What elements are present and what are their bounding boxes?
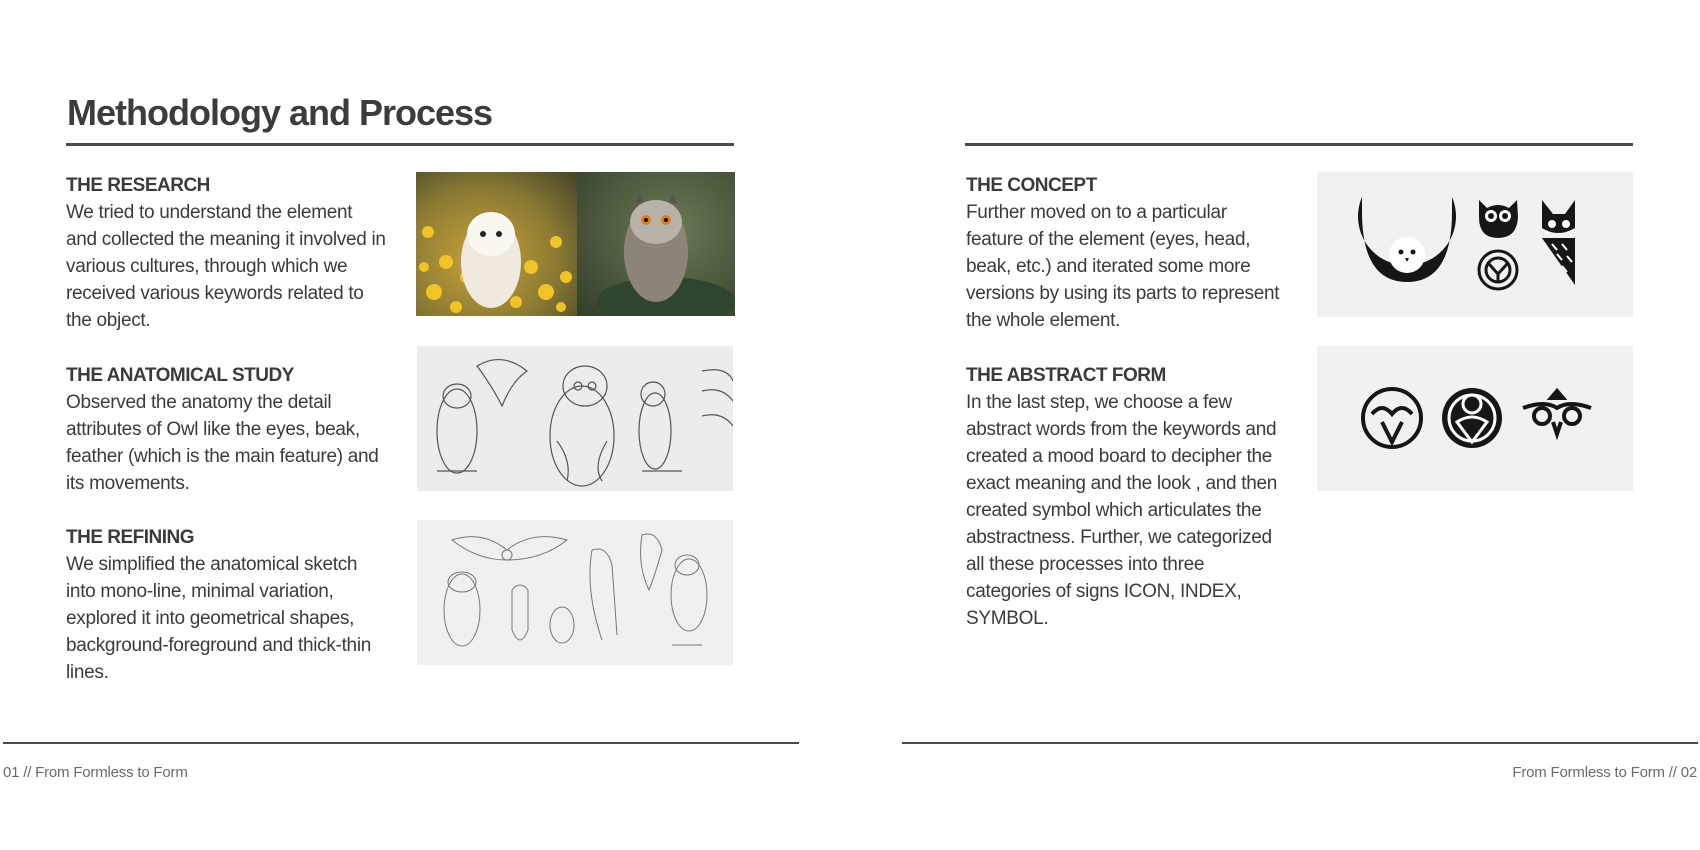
owl-abstract-wings-icon (1523, 391, 1591, 434)
section-body: In the last step, we choose a few abstract words from the keywords and created a mood board to decipher the exact meaning and the look , and then created symbol which articulates the abstractness. Further, we categorized all these processes into three categories of signs ICON, INDEX, SYMBOL. (966, 392, 1278, 629)
owl-round-badge-icon (1479, 251, 1517, 289)
section-body: Further moved on to a particular feature of the element (eyes, head, beak, etc.) and iterated some more versions by using its parts to represent the whole element. (966, 202, 1280, 331)
section-research (66, 172, 386, 334)
section-heading: THE ANATOMICAL STUDY (66, 365, 294, 386)
right-footer-rule (902, 742, 1698, 744)
section-heading: THE ABSTRACT FORM (966, 365, 1166, 386)
section-concept (966, 172, 1286, 334)
title-underline-rule (66, 143, 734, 146)
right-top-rule (965, 143, 1633, 146)
owl-geometric-icon (1542, 200, 1575, 285)
section-abstract-form (966, 362, 1286, 632)
owl-head-icon (1479, 200, 1518, 238)
owl-photos-image (416, 172, 735, 316)
left-footer-rule (3, 742, 799, 744)
section-body: We simplified the anatomical sketch into mono-line, minimal variation, explored it into geometrical shapes, background-foreground and thick-thin lines. (66, 554, 372, 683)
section-heading: THE RESEARCH (66, 175, 210, 196)
owl-anatomy-sketches-image (417, 346, 733, 491)
section-refining (66, 524, 386, 686)
section-anatomical-study (66, 362, 386, 497)
section-heading: THE CONCEPT (966, 175, 1097, 196)
left-page-footer: 01 // From Formless to Form (3, 764, 188, 781)
right-page-footer: From Formless to Form // 02 (1512, 764, 1697, 781)
abstract-owl-icons-panel (1317, 346, 1633, 491)
owl-abstract-badge-icon (1442, 388, 1502, 448)
section-body: Observed the anatomy the detail attributes of Owl like the eyes, beak, feather (which is the main feature) and its movements. (66, 392, 379, 494)
owl-abstract-circle-icon (1363, 389, 1421, 447)
page-title: Methodology and Process (67, 92, 493, 133)
concept-owl-icons-panel (1317, 172, 1633, 317)
section-body: We tried to understand the element and collected the meaning it involved in various cultures, through which we received various keywords related to the object. (66, 202, 386, 331)
section-heading: THE REFINING (66, 527, 195, 548)
owl-refining-sketches-image (417, 520, 733, 665)
